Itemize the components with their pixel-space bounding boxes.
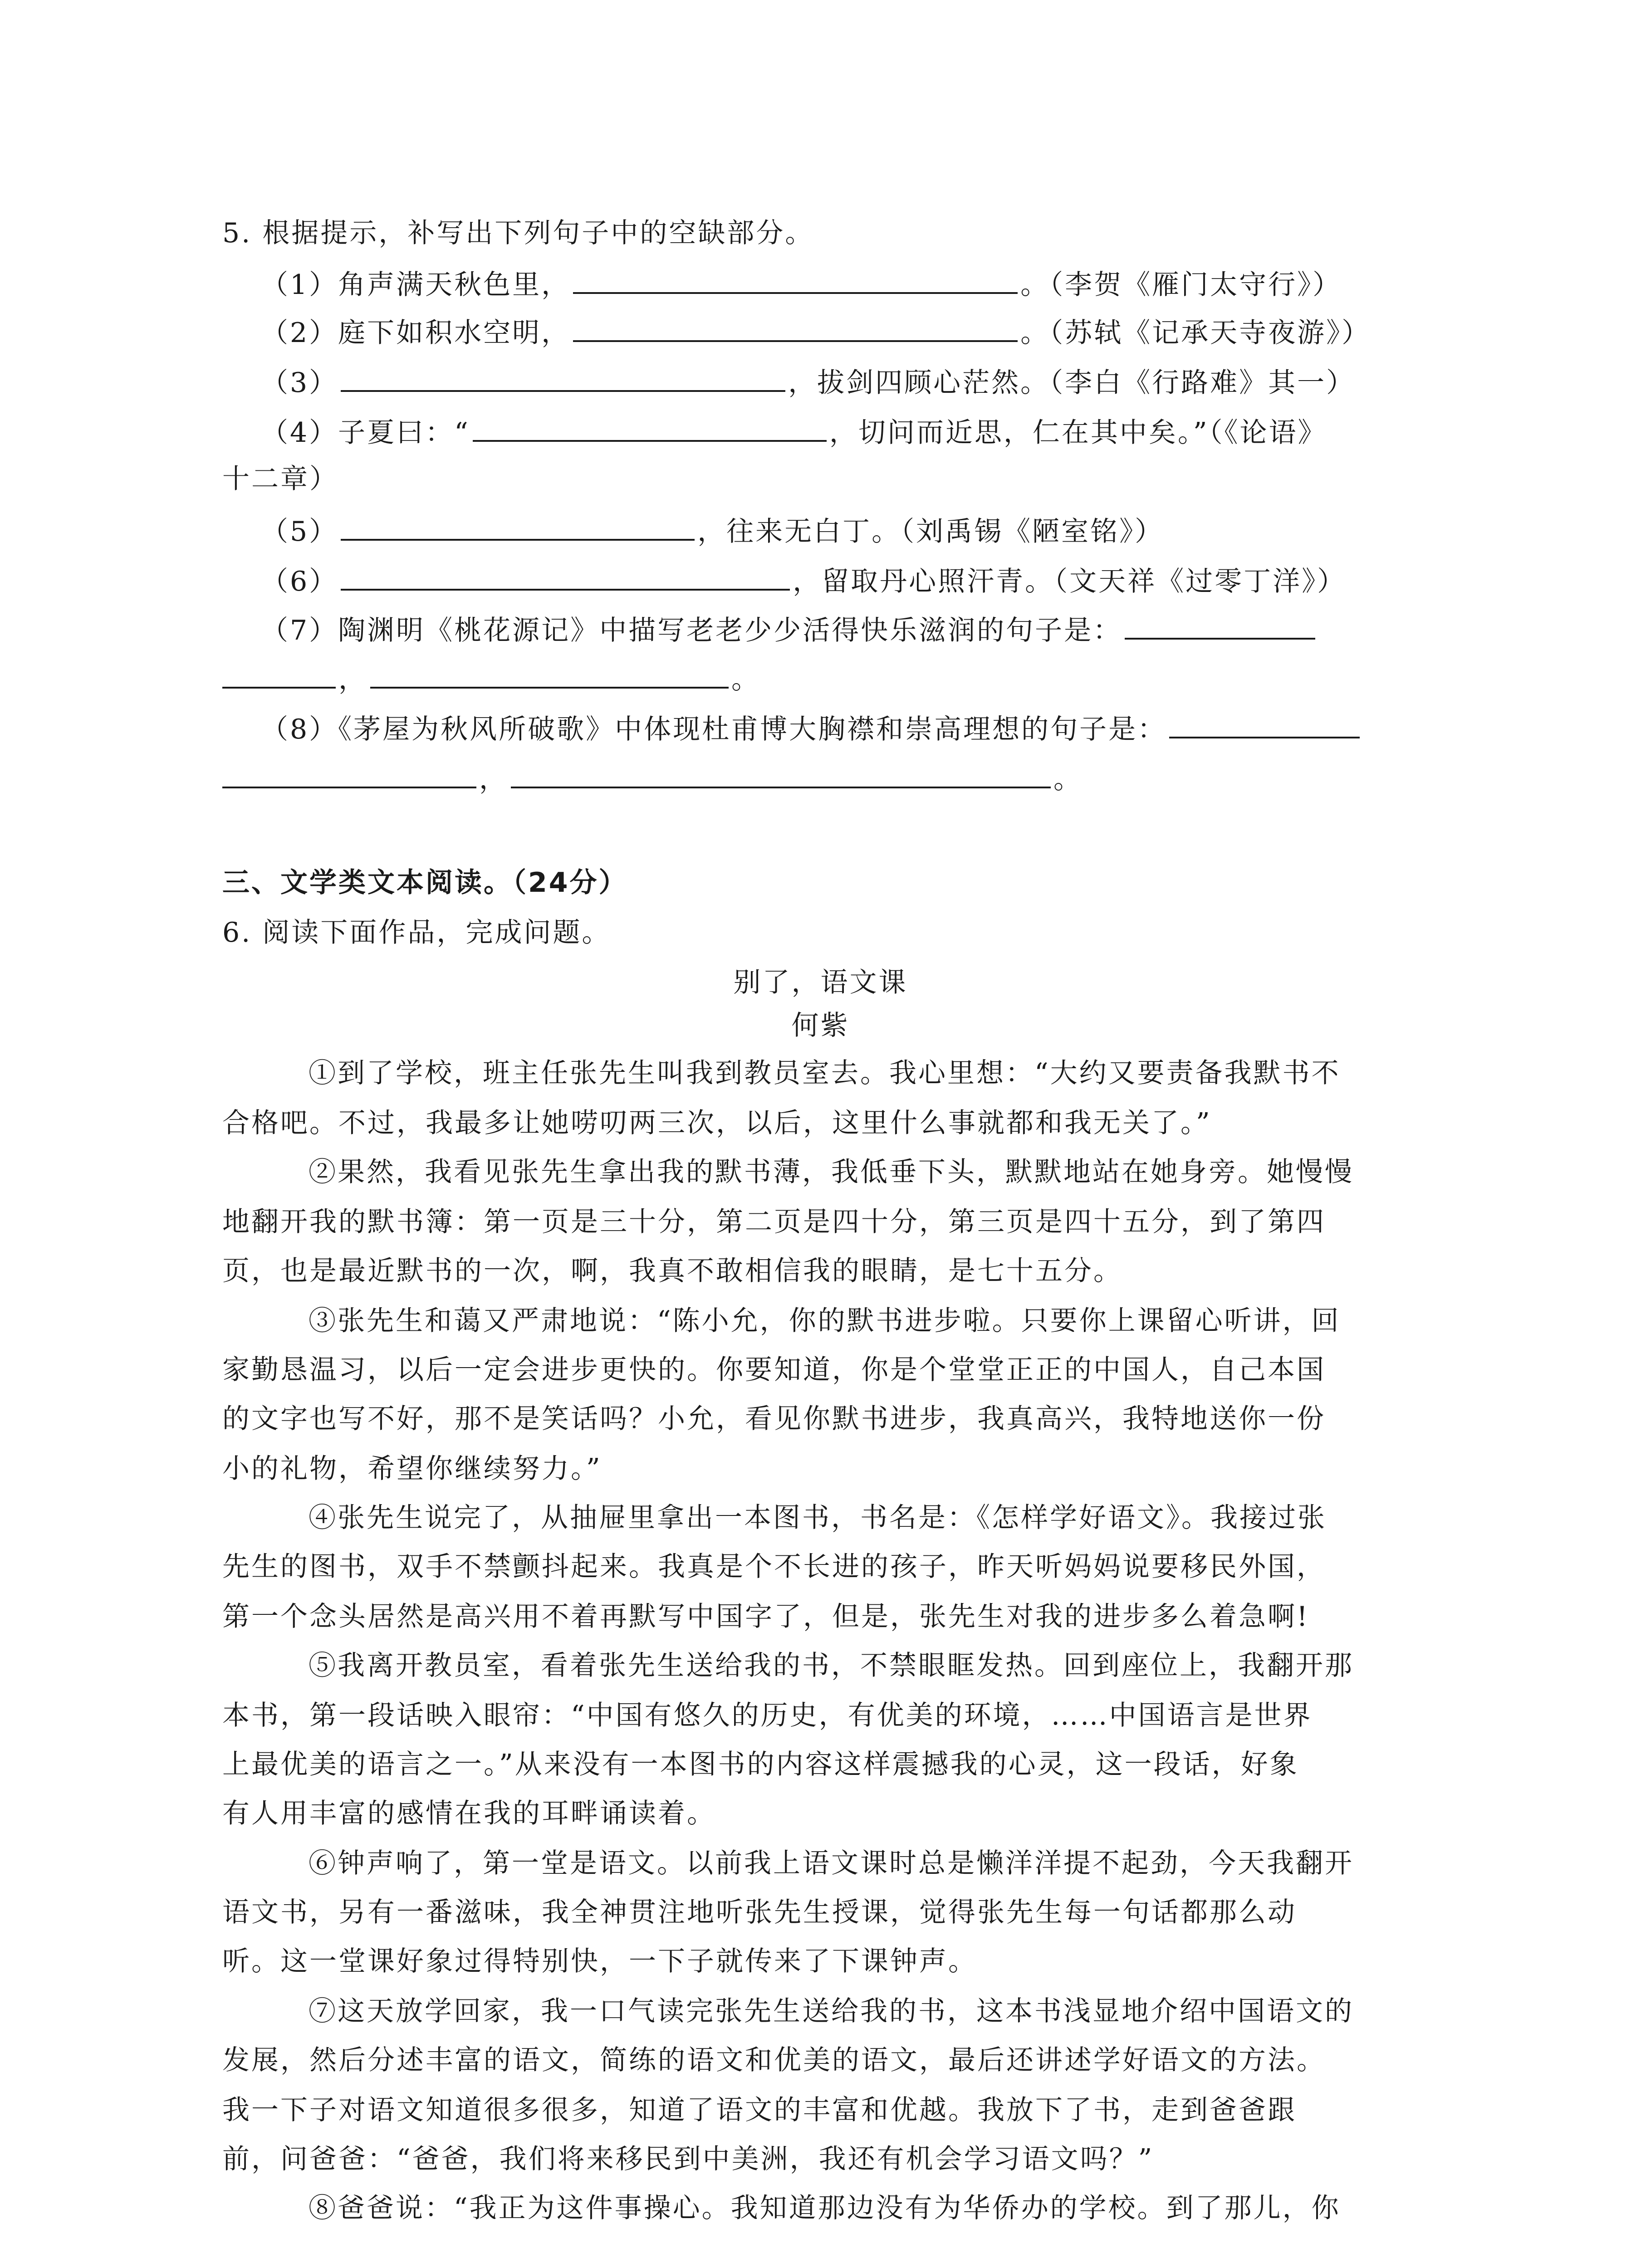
item-7-end: 。 <box>731 664 760 695</box>
question-5-item-4 <box>261 414 1327 449</box>
question-5-item-7 <box>261 611 1318 647</box>
question-5-item-1 <box>261 266 1342 301</box>
article-line: 页，也是最近默书的一次，啊，我真不敢相信我的眼睛，是七十五分。 <box>222 1255 1122 1287</box>
answer-blank[interactable] <box>222 660 336 689</box>
item-8-end: 。 <box>1053 763 1083 795</box>
article-author: 何紫 <box>791 1010 850 1041</box>
item-8-text: （8）《茅屋为秋风所破歌》中体现杜甫博大胸襟和崇高理想的句子是： <box>261 714 1167 745</box>
article-line: 合格吧。不过，我最多让她唠叨两三次，以后，这里什么事就都和我无关了。” <box>222 1107 1212 1139</box>
question-5-item-6 <box>261 562 1346 598</box>
question-5-item-5 <box>261 513 1164 548</box>
item-7-separator: ， <box>338 664 367 695</box>
question-5-item-2 <box>261 314 1371 349</box>
article-line: ⑧爸爸说：“我正为这件事操心。我知道那边没有为华侨办的学校。到了那儿，你 <box>309 2192 1341 2224</box>
article-line: ①到了学校，班主任张先生叫我到教员室去。我心里想：“大约又要责备我默书不 <box>309 1057 1341 1089</box>
article-line: 小的礼物，希望你继续努力。” <box>222 1453 602 1485</box>
answer-blank[interactable] <box>1169 710 1360 738</box>
answer-blank[interactable] <box>222 760 476 788</box>
question-5-item-3 <box>261 364 1355 399</box>
item-1-prefix: （1）角声满天秋色里， <box>261 269 571 301</box>
item-6-prefix: （6） <box>261 566 338 597</box>
article-line: ⑦这天放学回家，我一口气读完张先生送给我的书，这本书浅显地介绍中国语文的 <box>309 1995 1354 2027</box>
answer-blank[interactable] <box>341 513 695 541</box>
article-line: 发展，然后分述丰富的语文，简练的语文和优美的语文，最后还讲述学好语文的方法。 <box>222 2044 1326 2076</box>
article-line: 先生的图书，双手不禁颤抖起来。我真是个不长进的孩子，昨天听妈妈说要移民外国， <box>222 1551 1326 1583</box>
answer-blank[interactable] <box>1125 611 1315 640</box>
question-5-item-8 <box>261 710 1362 746</box>
article-line: ②果然，我看见张先生拿出我的默书薄，我低垂下头，默默地站在她身旁。她慢慢 <box>309 1156 1354 1188</box>
answer-blank[interactable] <box>573 266 1018 294</box>
article-line: 我一下子对语文知道很多很多，知道了语文的丰富和优越。我放下了书，走到爸爸跟 <box>222 2094 1297 2126</box>
article-title: 别了，语文课 <box>733 967 908 998</box>
article-line: ③张先生和蔼又严肃地说：“陈小允，你的默书进步啦。只要你上课留心听讲，回 <box>309 1305 1341 1337</box>
item-2-suffix: 。（苏轼《记承天寺夜游》） <box>1020 317 1371 349</box>
item-7-text: （7）陶渊明《桃花源记》中描写老老少少活得快乐滋润的句子是： <box>261 615 1122 646</box>
answer-blank[interactable] <box>341 364 785 392</box>
article-line: 上最优美的语言之一。”从来没有一本图书的内容这样震撼我的心灵，这一段话，好象 <box>222 1749 1299 1780</box>
answer-blank[interactable] <box>473 414 827 442</box>
article-line: 第一个念头居然是高兴用不着再默写中国字了，但是，张先生对我的进步多么着急啊! <box>222 1601 1310 1633</box>
article-line: 本书，第一段话映入眼帘：“中国有悠久的历史，有优美的环境，……中国语言是世界 <box>222 1700 1313 1731</box>
answer-blank[interactable] <box>370 660 729 689</box>
question-5-item-7-continuation <box>222 660 760 696</box>
answer-blank[interactable] <box>341 562 790 591</box>
item-8-separator: ， <box>479 763 508 795</box>
article-line: 前，问爸爸：“爸爸，我们将来移民到中美洲，我还有机会学习语文吗？” <box>222 2143 1154 2175</box>
article-line: 听。这一堂课好象过得特别快，一下子就传来了下课钟声。 <box>222 1945 977 1977</box>
item-2-prefix: （2）庭下如积水空明， <box>261 317 571 349</box>
section-heading: 三、文学类文本阅读。（24分） <box>222 867 628 899</box>
article-line: 的文字也写不好，那不是笑话吗？小允，看见你默书进步，我真高兴，我特地送你一份 <box>222 1403 1326 1435</box>
answer-blank[interactable] <box>511 760 1051 788</box>
article-line: ④张先生说完了，从抽屉里拿出一本图书，书名是：《怎样学好语文》。我接过张 <box>309 1502 1327 1534</box>
article-line: 家勤恳温习，以后一定会进步更快的。你要知道，你是个堂堂正正的中国人，自己本国 <box>222 1354 1326 1386</box>
question-5-stem: 5. 根据提示，补写出下列句子中的空缺部分。 <box>222 217 814 249</box>
item-5-suffix: ，往来无白丁。（刘禹锡《陋室铭》） <box>697 516 1164 547</box>
item-4-suffix: ，切问而近思，仁在其中矣。”（《论语》 <box>829 417 1327 449</box>
question-5-item-4-continuation: 十二章） <box>222 463 338 495</box>
article-line: ⑥钟声响了，第一堂是语文。以前我上语文课时总是懒洋洋提不起劲，今天我翻开 <box>309 1848 1354 1879</box>
article-line: 有人用丰富的感情在我的耳畔诵读着。 <box>222 1798 716 1829</box>
question-5-item-8-continuation <box>222 760 1083 796</box>
item-1-suffix: 。（李贺《雁门太守行》） <box>1020 269 1342 301</box>
item-6-suffix: ，留取丹心照汗青。（文天祥《过零丁洋》） <box>793 566 1347 597</box>
article-line: ⑤我离开教员室，看着张先生送给我的书，不禁眼眶发热。回到座位上，我翻开那 <box>309 1650 1354 1681</box>
item-3-suffix: ，拔剑四顾心茫然。（李白《行路难》其一） <box>788 367 1356 399</box>
question-6-stem: 6. 阅读下面作品，完成问题。 <box>222 917 611 948</box>
article-line: 语文书，另有一番滋味，我全神贯注地听张先生授课，觉得张先生每一句话都那么动 <box>222 1897 1297 1928</box>
article-line: 地翻开我的默书簿：第一页是三十分，第二页是四十分，第三页是四十五分，到了第四 <box>222 1206 1326 1238</box>
item-4-prefix: （4）子夏曰：“ <box>261 417 470 449</box>
item-3-prefix: （3） <box>261 367 338 399</box>
answer-blank[interactable] <box>573 314 1018 342</box>
item-5-prefix: （5） <box>261 516 338 547</box>
